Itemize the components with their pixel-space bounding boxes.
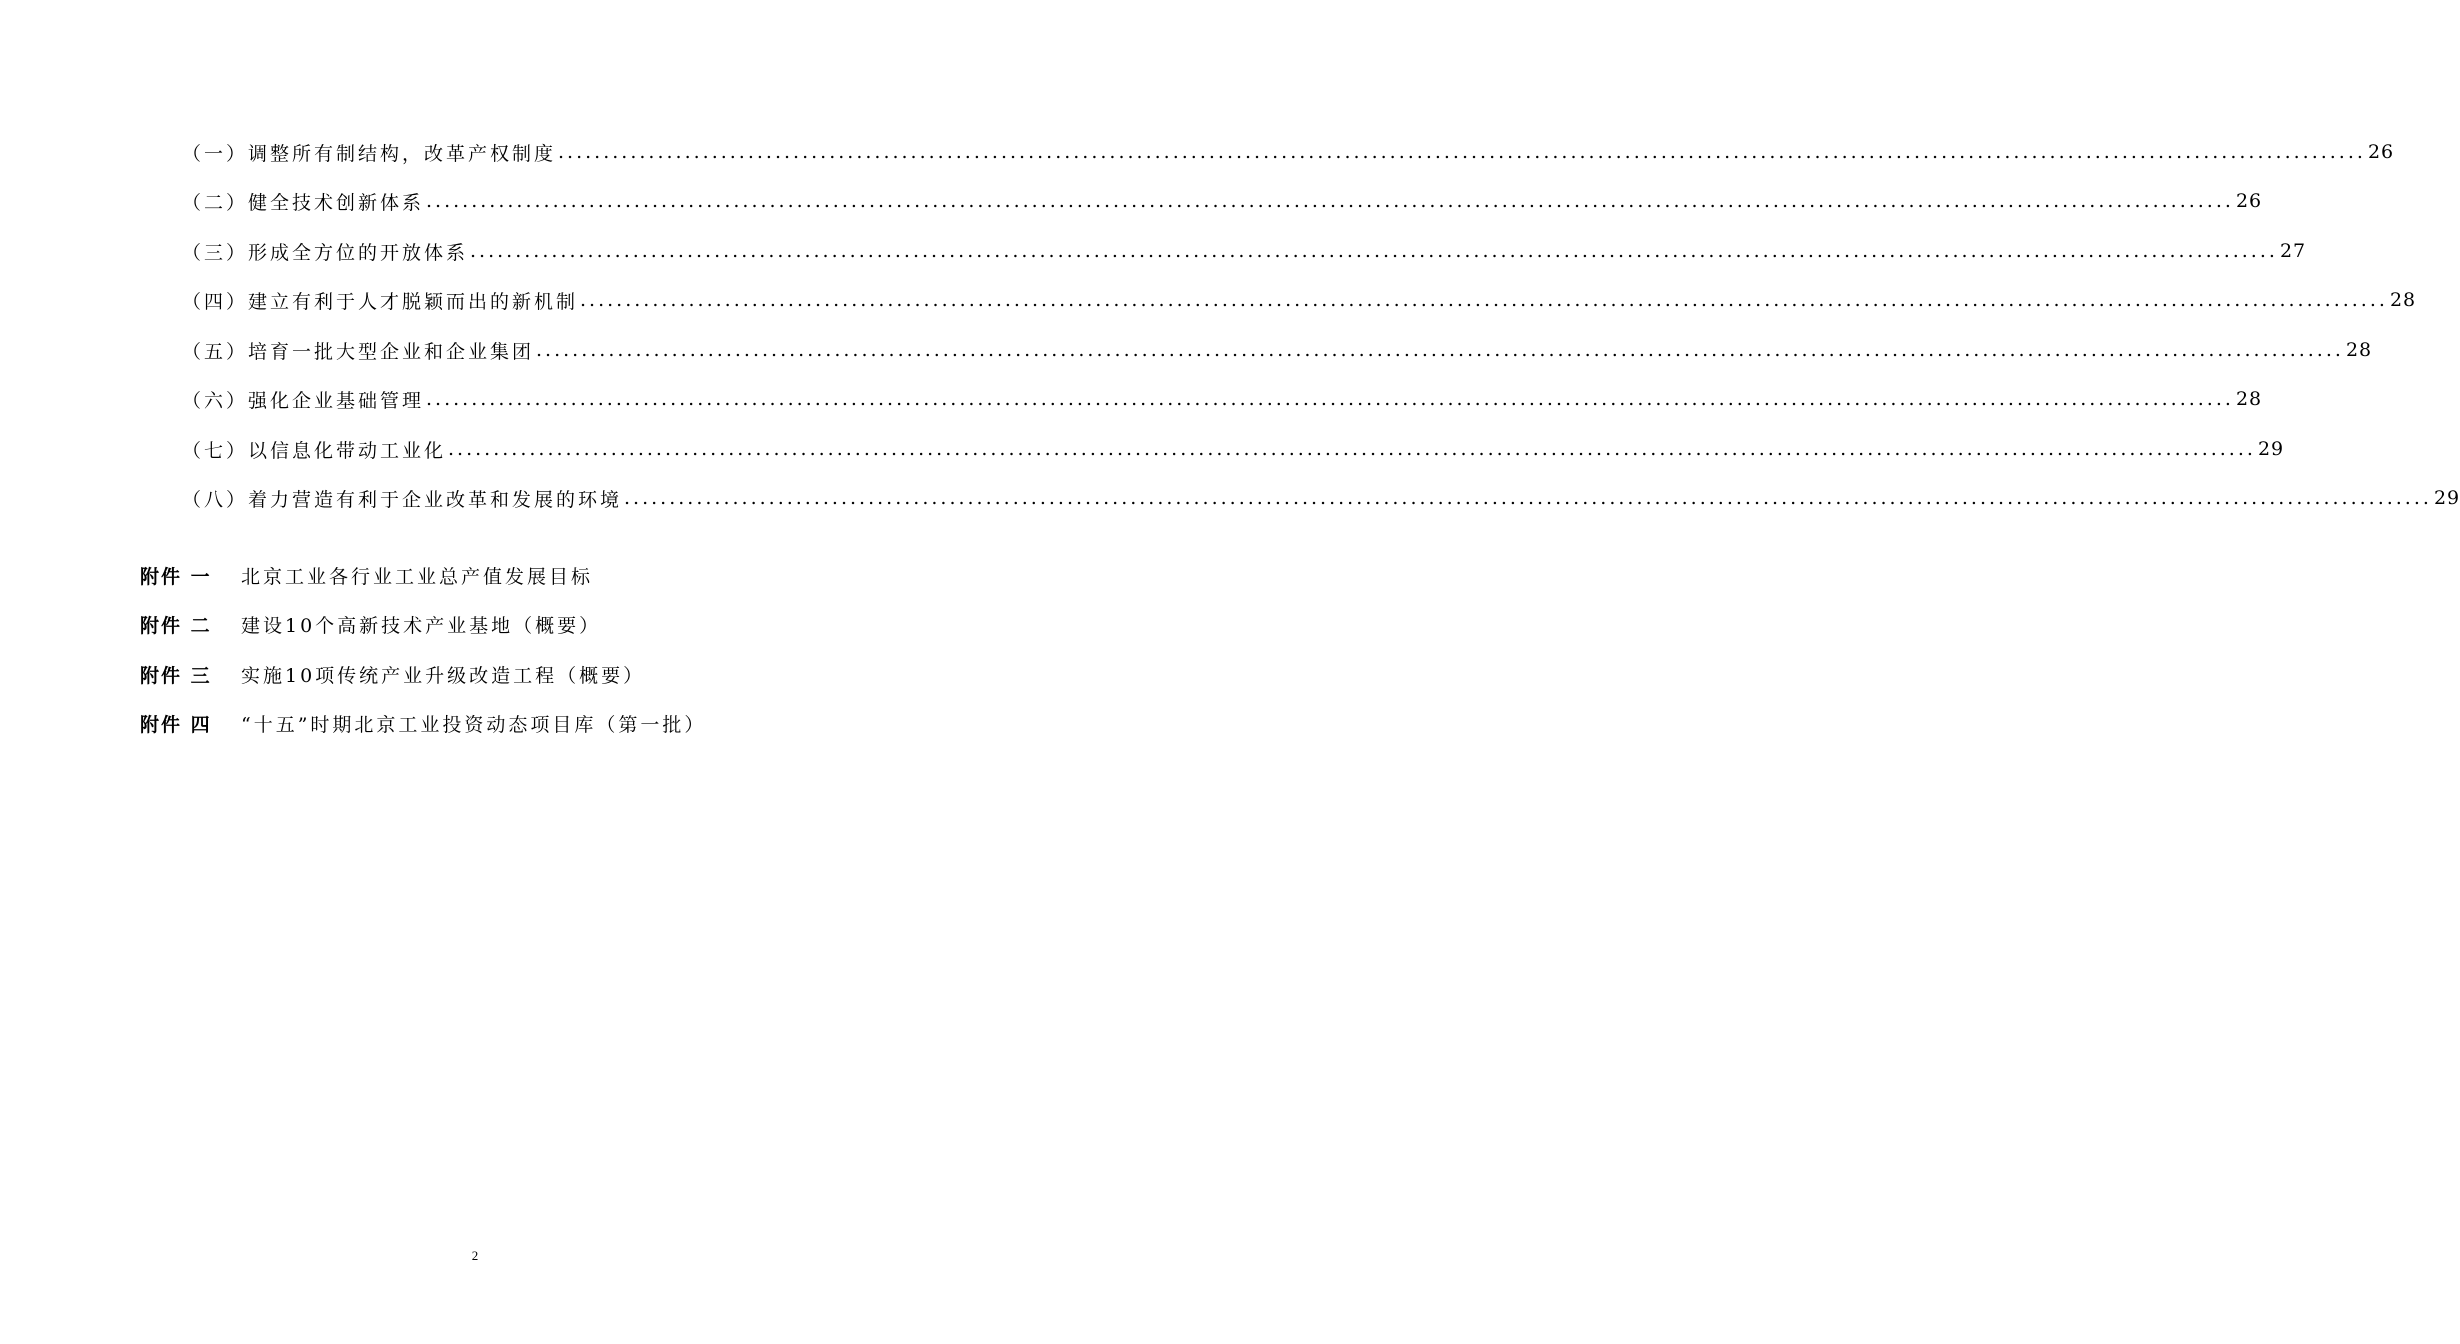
annex-tag: 附件 二	[140, 614, 212, 637]
toc-dot-leader: ........................................................................................................................................................................................................	[624, 487, 2432, 509]
annex-title: 实施10项传统产业升级改造工程（概要）	[241, 664, 646, 687]
toc-entry-page: 29	[2433, 487, 2460, 509]
toc-entry-label: （七）以信息化带动工业化	[182, 439, 447, 462]
toc-entry-label: （五）培育一批大型企业和企业集团	[182, 340, 535, 363]
toc-entry-page: 26	[2367, 141, 2395, 163]
annex-entry[interactable]	[140, 609, 601, 639]
toc-entry-label: （四）建立有利于人才脱颖而出的新机制	[182, 290, 579, 313]
toc-entry-page: 27	[2279, 240, 2307, 262]
annex-tag: 附件 四	[140, 713, 212, 736]
toc-entry[interactable]	[182, 434, 2285, 464]
annex-entry[interactable]	[140, 659, 645, 689]
toc-dot-leader: ........................................................................................................................................................................................................	[426, 190, 2234, 212]
toc-dot-leader: ........................................................................................................................................................................................................	[470, 240, 2278, 262]
toc-entry[interactable]	[182, 335, 2373, 365]
annex-tag: 附件 一	[140, 565, 212, 588]
toc-entry-page: 26	[2235, 190, 2263, 212]
toc-dot-leader: ........................................................................................................................................................................................................	[448, 438, 2256, 460]
annex-tag: 附件 三	[140, 664, 212, 687]
toc-entry-page: 28	[2345, 339, 2373, 361]
toc-entry-page: 28	[2235, 388, 2263, 410]
toc-dot-leader: ........................................................................................................................................................................................................	[558, 141, 2366, 163]
toc-entry-label: （六）强化企业基础管理	[182, 389, 425, 412]
toc-entry[interactable]	[182, 137, 2395, 167]
annex-title: “十五”时期北京工业投资动态项目库（第一批）	[241, 713, 707, 736]
toc-entry[interactable]	[182, 483, 2460, 513]
toc-entry[interactable]	[182, 186, 2263, 216]
toc-entry[interactable]	[182, 285, 2417, 315]
toc-entry-label: （三）形成全方位的开放体系	[182, 241, 469, 264]
toc-entry-page: 28	[2389, 289, 2417, 311]
annex-title: 北京工业各行业工业总产值发展目标	[241, 565, 594, 588]
toc-dot-leader: ........................................................................................................................................................................................................	[536, 339, 2344, 361]
toc-dot-leader: ........................................................................................................................................................................................................	[426, 388, 2234, 410]
toc-entry-label: （八）着力营造有利于企业改革和发展的环境	[182, 488, 623, 511]
toc-entry-label: （二）健全技术创新体系	[182, 191, 425, 214]
toc-entry[interactable]	[182, 236, 2307, 266]
toc-dot-leader: ........................................................................................................................................................................................................	[580, 289, 2388, 311]
annex-entry[interactable]	[140, 708, 706, 738]
toc-entry-label: （一）调整所有制结构，改革产权制度	[182, 142, 557, 165]
page-number: 2	[471, 1248, 479, 1263]
annex-entry[interactable]	[140, 560, 593, 590]
annex-title: 建设10个高新技术产业基地（概要）	[241, 614, 602, 637]
toc-entry-page: 29	[2257, 438, 2285, 460]
toc-entry[interactable]	[182, 384, 2263, 414]
